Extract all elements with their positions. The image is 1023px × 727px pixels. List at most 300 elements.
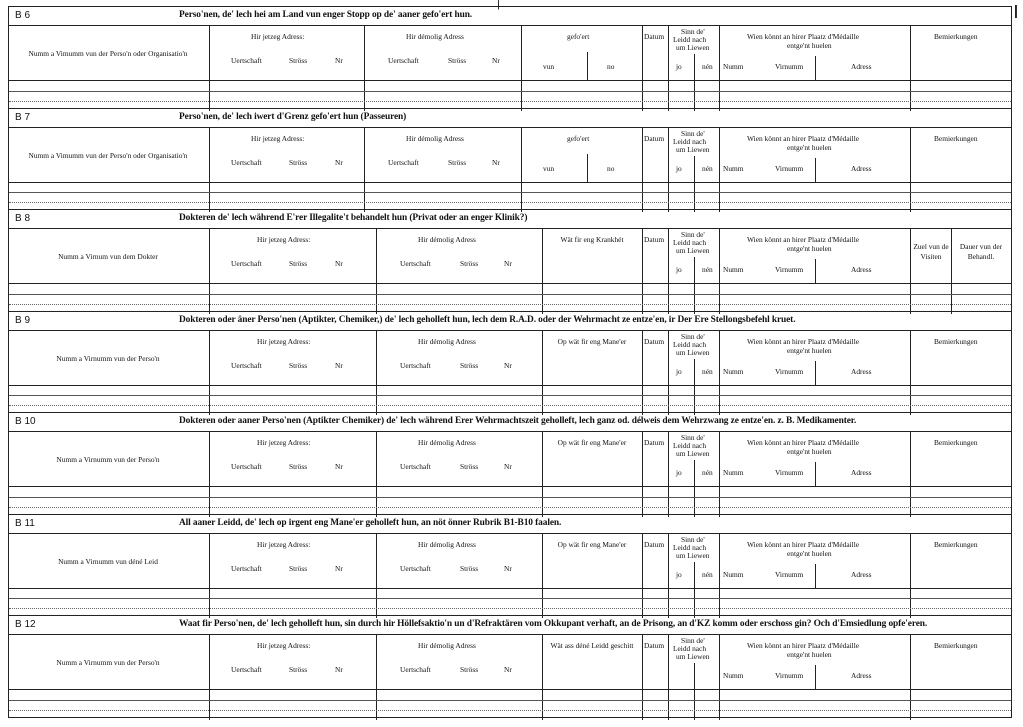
current-number-label: Nr xyxy=(335,157,343,167)
row-subdivider xyxy=(694,386,695,416)
name-column-header: Numm a Virnumm vun der Perso'n xyxy=(56,455,160,464)
row-column-divider xyxy=(668,284,669,314)
medal-address-label: Adress xyxy=(851,366,872,376)
from-label: vun xyxy=(543,62,555,71)
column-divider xyxy=(642,26,643,80)
row-column-divider xyxy=(910,183,911,213)
section-title-bar xyxy=(9,515,1011,534)
section-b12 xyxy=(9,616,1011,718)
medal-firstname-label: Virnumm xyxy=(775,468,804,477)
date-column-header: Datum xyxy=(644,336,665,346)
column-header-row xyxy=(9,26,1011,81)
column-divider xyxy=(668,229,669,283)
top-tick-mark: | xyxy=(497,0,500,10)
column-divider xyxy=(951,229,952,283)
medal-address-label: Adress xyxy=(851,468,872,477)
row-column-divider xyxy=(209,284,210,314)
alive-header-line2: Leidd nach xyxy=(673,238,707,247)
no-label: nén xyxy=(702,468,713,477)
extra-column-header: Op wät fir eng Mane'er xyxy=(557,438,627,447)
from-to-divider xyxy=(587,52,588,80)
alive-header-line3: um Liewen xyxy=(676,347,710,357)
no-label: nén xyxy=(702,265,713,274)
alive-header-line3: um Liewen xyxy=(676,144,710,154)
current-number-label: Nr xyxy=(335,563,343,573)
column-divider xyxy=(668,26,669,80)
row-column-divider xyxy=(642,386,643,416)
column-divider xyxy=(642,534,643,588)
medal-name-label: Numm xyxy=(723,569,744,579)
previous-address-header: Hir démolig Adress xyxy=(418,438,476,447)
remarks-header: Bemierkungen xyxy=(934,539,978,549)
row-column-divider xyxy=(668,81,669,111)
medal-firstname-label: Virnumm xyxy=(775,671,804,680)
alive-header-line3: um Liewen xyxy=(676,550,710,560)
section-title-bar xyxy=(9,312,1011,331)
extra-column-header: Op wät fir eng Mane'er xyxy=(557,539,627,549)
entry-rows[interactable] xyxy=(9,690,1011,720)
remarks-header: Bemierkungen xyxy=(934,32,978,41)
column-divider xyxy=(209,331,210,385)
row-subdivider xyxy=(694,284,695,314)
previous-street-label: Ströss xyxy=(460,563,479,573)
yes-no-divider xyxy=(694,257,695,283)
current-town-label: Uertschaft xyxy=(231,259,262,268)
alive-header-line1: Sinn de' xyxy=(681,27,705,36)
previous-address-header: Hir démolig Adress xyxy=(406,133,464,143)
column-divider xyxy=(209,635,210,689)
yes-no-divider xyxy=(694,663,695,689)
column-header-row xyxy=(9,229,1011,284)
yes-label: jo xyxy=(676,62,682,71)
row-subdivider xyxy=(694,690,695,720)
medal-name-label: Numm xyxy=(723,163,744,173)
row-subdivider xyxy=(694,487,695,517)
section-code: B 6 xyxy=(15,10,31,21)
entry-row-line xyxy=(9,395,1011,396)
section-code: B 11 xyxy=(15,517,35,529)
from-to-divider xyxy=(587,154,588,182)
column-divider xyxy=(668,534,669,588)
entry-rows[interactable] xyxy=(9,183,1011,213)
alive-header-line3: um Liewen xyxy=(676,652,710,661)
medal-header-line2: entge'nt huelen xyxy=(787,548,832,558)
entry-row-line xyxy=(9,608,1011,609)
section-title: Dokteren de' lech während E'rer Illegalite't behandelt hun (Privat oder an enger Klinik?) xyxy=(179,213,528,223)
previous-address-header: Hir démolig Adress xyxy=(418,336,476,346)
previous-street-label: Ströss xyxy=(448,56,467,65)
name-column-header: Numm a Virnumm vun der Perso'n xyxy=(56,353,160,363)
current-number-label: Nr xyxy=(335,360,343,370)
row-column-divider xyxy=(668,386,669,416)
current-street-label: Ströss xyxy=(289,56,308,65)
previous-town-label: Uertschaft xyxy=(388,56,419,65)
entry-rows[interactable] xyxy=(9,487,1011,517)
current-street-label: Ströss xyxy=(289,157,308,167)
entry-row-line xyxy=(9,710,1011,711)
remarks-header: Bemierkungen xyxy=(934,336,978,346)
medal-header-line2: entge'nt huelen xyxy=(787,244,832,253)
alive-header-line2: Leidd nach xyxy=(673,339,707,349)
current-town-label: Uertschaft xyxy=(231,462,262,471)
row-column-divider xyxy=(542,386,543,416)
entry-row-line xyxy=(9,405,1011,406)
column-divider xyxy=(910,26,911,80)
medal-address-label: Adress xyxy=(851,671,872,680)
row-column-divider xyxy=(910,284,911,314)
previous-number-label: Nr xyxy=(504,360,512,370)
column-divider xyxy=(209,229,210,283)
row-column-divider xyxy=(376,487,377,517)
row-column-divider xyxy=(910,386,911,416)
date-column-header: Datum xyxy=(644,32,665,41)
column-divider xyxy=(209,26,210,80)
row-column-divider xyxy=(376,690,377,720)
name-column-header: Numm a Virnumm vun der Perso'n xyxy=(56,658,160,667)
row-column-divider xyxy=(209,487,210,517)
current-number-label: Nr xyxy=(335,259,343,268)
section-title: Dokteren oder aaner Perso'nen (Aptikter Chemiker) de' lech während Erer Wehrmachtszeit geholleft, lech ganz od. délweis dem Wehrzwang ze entze'en. z. B. Medikamenter. xyxy=(179,416,857,426)
column-divider xyxy=(209,128,210,182)
medal-firstname-label: Virnumm xyxy=(775,62,804,71)
section-code: B 10 xyxy=(15,416,36,427)
current-street-label: Ströss xyxy=(289,462,308,471)
yes-no-divider xyxy=(694,562,695,588)
alive-header-line2: Leidd nach xyxy=(673,136,707,146)
row-column-divider xyxy=(719,81,720,111)
remarks-header: Bemierkungen xyxy=(934,133,978,143)
to-label: no xyxy=(607,163,615,173)
medal-header-line1: Wien könnt an hirer Plaatz d'Médaille xyxy=(747,133,860,143)
row-column-divider xyxy=(668,487,669,517)
section-b8 xyxy=(9,210,1011,312)
current-town-label: Uertschaft xyxy=(231,665,262,674)
previous-number-label: Nr xyxy=(504,563,512,573)
row-column-divider xyxy=(642,690,643,720)
previous-address-header: Hir démolig Adress xyxy=(418,641,476,650)
previous-number-label: Nr xyxy=(504,665,512,674)
entry-rows[interactable] xyxy=(9,589,1011,619)
name-column-header: Numm a Virnumm vun déné Leid xyxy=(58,556,158,566)
row-column-divider xyxy=(719,284,720,314)
row-subdivider xyxy=(694,183,695,213)
column-divider xyxy=(910,432,911,486)
current-number-label: Nr xyxy=(335,665,343,674)
medal-subdivider xyxy=(815,56,816,80)
column-divider xyxy=(719,229,720,283)
column-divider xyxy=(364,26,365,80)
date-column-header: Datum xyxy=(644,438,665,447)
medal-address-label: Adress xyxy=(851,265,872,274)
previous-town-label: Uertschaft xyxy=(400,563,431,573)
no-label: nén xyxy=(702,163,713,173)
yes-no-divider xyxy=(694,54,695,80)
medal-address-label: Adress xyxy=(851,569,872,579)
column-divider xyxy=(910,635,911,689)
column-divider xyxy=(542,534,543,588)
section-b11 xyxy=(9,515,1011,617)
medal-header-line2: entge'nt huelen xyxy=(787,142,832,152)
entry-rows[interactable] xyxy=(9,386,1011,416)
current-address-header: Hir jetzeg Adress: xyxy=(257,235,311,244)
row-column-divider xyxy=(910,81,911,111)
section-title: Perso'nen, de' lech iwert d'Grenz gefo'ert hun (Passeuren) xyxy=(179,111,407,122)
row-subdivider xyxy=(694,589,695,619)
row-column-divider xyxy=(910,487,911,517)
column-divider xyxy=(910,331,911,385)
no-label: nén xyxy=(702,62,713,71)
extra-column-header: Wät ass déné Leidd geschitt xyxy=(550,641,634,650)
alive-header-line1: Sinn de' xyxy=(681,433,705,442)
column-divider xyxy=(668,331,669,385)
column-divider xyxy=(719,635,720,689)
current-town-label: Uertschaft xyxy=(231,360,262,370)
row-column-divider xyxy=(951,284,952,314)
extra-column-header: Wät fir eng Krankhét xyxy=(560,235,624,244)
medal-subdivider xyxy=(815,462,816,486)
alive-header-line2: Leidd nach xyxy=(673,441,707,450)
row-subdivider xyxy=(694,81,695,111)
current-address-header: Hir jetzeg Adress: xyxy=(251,133,305,143)
column-divider xyxy=(642,432,643,486)
no-label: nén xyxy=(702,569,713,579)
previous-number-label: Nr xyxy=(492,157,500,167)
column-divider xyxy=(542,229,543,283)
alive-header-line2: Leidd nach xyxy=(673,35,707,44)
section-b9 xyxy=(9,312,1011,414)
section-title: Waat fir Perso'nen, de' lech geholleft hun, sin durch hir Höllefsaktio'n un d'Refraktären vom Okkupant verhaft, an de Prisong, an d'KZ komm oder erschoss gin? Och d'Emsiedlung opfe'eren. xyxy=(179,619,928,629)
column-divider xyxy=(642,128,643,182)
column-divider xyxy=(542,635,543,689)
yes-label: jo xyxy=(676,265,682,274)
current-address-header: Hir jetzeg Adress: xyxy=(257,336,311,346)
medal-name-label: Numm xyxy=(723,671,744,680)
column-header-row xyxy=(9,534,1011,589)
row-column-divider xyxy=(719,690,720,720)
current-town-label: Uertschaft xyxy=(231,563,262,573)
row-column-divider xyxy=(376,386,377,416)
column-header-row xyxy=(9,432,1011,487)
section-code: B 8 xyxy=(15,213,31,224)
column-divider xyxy=(542,331,543,385)
medal-firstname-label: Virnumm xyxy=(775,265,804,274)
previous-number-label: Nr xyxy=(492,56,500,65)
entry-row-line xyxy=(9,91,1011,92)
entry-row-line xyxy=(9,294,1011,295)
column-divider xyxy=(521,26,522,80)
extra-column-header: Op wät fir eng Mane'er xyxy=(557,336,627,346)
date-column-header: Datum xyxy=(644,539,665,549)
previous-address-header: Hir démolig Adress xyxy=(418,235,476,244)
section-b7 xyxy=(9,109,1011,211)
medal-firstname-label: Virnumm xyxy=(775,569,804,579)
column-divider xyxy=(719,26,720,80)
previous-street-label: Ströss xyxy=(448,157,467,167)
row-column-divider xyxy=(642,487,643,517)
current-street-label: Ströss xyxy=(289,563,308,573)
column-divider xyxy=(376,534,377,588)
medal-name-label: Numm xyxy=(723,265,744,274)
row-column-divider xyxy=(521,183,522,213)
section-title-bar xyxy=(9,109,1011,128)
medal-header-line1: Wien könnt an hirer Plaatz d'Médaille xyxy=(747,438,860,447)
column-divider xyxy=(668,635,669,689)
row-column-divider xyxy=(542,487,543,517)
alive-header-line1: Sinn de' xyxy=(681,534,705,544)
section-title-bar xyxy=(9,413,1011,432)
yes-no-divider xyxy=(694,460,695,486)
section-code: B 9 xyxy=(15,314,31,326)
column-divider xyxy=(719,432,720,486)
alive-header-line1: Sinn de' xyxy=(681,230,705,239)
row-column-divider xyxy=(542,589,543,619)
row-column-divider xyxy=(719,183,720,213)
column-header-row xyxy=(9,331,1011,386)
row-column-divider xyxy=(521,81,522,111)
column-divider xyxy=(364,128,365,182)
name-column-header: Numm a Vimumm vun der Perso'n oder Organisatio'n xyxy=(28,150,188,160)
previous-number-label: Nr xyxy=(504,259,512,268)
medal-subdivider xyxy=(815,361,816,385)
previous-number-label: Nr xyxy=(504,462,512,471)
yes-label: jo xyxy=(676,569,682,579)
row-column-divider xyxy=(719,487,720,517)
name-column-header: Numm a Vimumm vun der Perso'n oder Organisatio'n xyxy=(28,49,188,58)
alive-header-line2: Leidd nach xyxy=(673,542,707,552)
column-divider xyxy=(542,432,543,486)
section-b6 xyxy=(9,7,1011,109)
visits-count-header: Zuel vun de Visiten xyxy=(913,242,949,261)
previous-street-label: Ströss xyxy=(460,665,479,674)
column-divider xyxy=(910,534,911,588)
remarks-header: Bemierkungen xyxy=(934,438,978,447)
current-number-label: Nr xyxy=(335,56,343,65)
row-column-divider xyxy=(542,690,543,720)
to-label: no xyxy=(607,62,615,71)
current-street-label: Ströss xyxy=(289,360,308,370)
medal-address-label: Adress xyxy=(851,62,872,71)
date-column-header: Datum xyxy=(644,235,665,244)
column-divider xyxy=(668,128,669,182)
alive-header-line1: Sinn de' xyxy=(681,128,705,138)
entry-row-line xyxy=(9,304,1011,305)
section-title: Perso'nen, de' lech hei am Land vun enger Stopp op de' aaner gefo'ert hun. xyxy=(179,10,473,20)
entry-row-line xyxy=(9,202,1011,203)
transported-header: gefo'ert xyxy=(567,32,590,41)
yes-label: jo xyxy=(676,163,682,173)
entry-row-line xyxy=(9,497,1011,498)
section-title-bar xyxy=(9,7,1011,26)
column-divider xyxy=(209,534,210,588)
treatment-duration-header: Dauer vun der Behandl. xyxy=(959,242,1003,261)
previous-town-label: Uertschaft xyxy=(400,259,431,268)
previous-street-label: Ströss xyxy=(460,259,479,268)
row-column-divider xyxy=(364,183,365,213)
current-town-label: Uertschaft xyxy=(231,157,262,167)
entry-rows[interactable] xyxy=(9,81,1011,111)
row-column-divider xyxy=(364,81,365,111)
column-divider xyxy=(719,128,720,182)
medal-header-line2: entge'nt huelen xyxy=(787,41,832,50)
current-number-label: Nr xyxy=(335,462,343,471)
current-address-header: Hir jetzeg Adress: xyxy=(251,32,305,41)
alive-header-line3: um Liewen xyxy=(676,246,710,255)
current-address-header: Hir jetzeg Adress: xyxy=(257,438,311,447)
medal-firstname-label: Virnumm xyxy=(775,163,804,173)
medal-firstname-label: Virnumm xyxy=(775,366,804,376)
entry-row-line xyxy=(9,192,1011,193)
column-divider xyxy=(521,128,522,182)
previous-address-header: Hir démolig Adress xyxy=(406,32,464,41)
previous-street-label: Ströss xyxy=(460,360,479,370)
right-edge-mark: | xyxy=(1014,2,1018,18)
column-divider xyxy=(642,635,643,689)
medal-subdivider xyxy=(815,259,816,283)
yes-label: jo xyxy=(676,366,682,376)
medal-address-label: Adress xyxy=(851,163,872,173)
entry-row-line xyxy=(9,101,1011,102)
row-column-divider xyxy=(209,183,210,213)
current-town-label: Uertschaft xyxy=(231,56,262,65)
previous-address-header: Hir démolig Adress xyxy=(418,539,476,549)
medal-header-line2: entge'nt huelen xyxy=(787,650,832,659)
no-label: nén xyxy=(702,366,713,376)
entry-row-line xyxy=(9,700,1011,701)
column-divider xyxy=(719,331,720,385)
current-address-header: Hir jetzeg Adress: xyxy=(257,539,311,549)
column-divider xyxy=(209,432,210,486)
entry-row-line xyxy=(9,598,1011,599)
column-divider xyxy=(910,229,911,283)
row-column-divider xyxy=(719,386,720,416)
previous-town-label: Uertschaft xyxy=(400,462,431,471)
column-header-row xyxy=(9,128,1011,183)
row-column-divider xyxy=(542,284,543,314)
current-address-header: Hir jetzeg Adress: xyxy=(257,641,311,650)
section-title: All aaner Leidd, de' lech op irgent eng Mane'er geholleft hun, an nöt önner Rubrik B1-B10 faalen. xyxy=(179,517,562,528)
medal-subdivider xyxy=(815,665,816,689)
column-divider xyxy=(376,432,377,486)
current-street-label: Ströss xyxy=(289,665,308,674)
row-column-divider xyxy=(209,81,210,111)
alive-header-line2: Leidd nach xyxy=(673,644,707,653)
section-code: B 7 xyxy=(15,111,31,123)
row-column-divider xyxy=(668,183,669,213)
section-b10 xyxy=(9,413,1011,515)
yes-no-divider xyxy=(694,156,695,182)
row-column-divider xyxy=(376,284,377,314)
previous-town-label: Uertschaft xyxy=(388,157,419,167)
row-column-divider xyxy=(719,589,720,619)
entry-row-line xyxy=(9,507,1011,508)
medal-header-line1: Wien könnt an hirer Plaatz d'Médaille xyxy=(747,336,860,346)
row-column-divider xyxy=(910,690,911,720)
medal-name-label: Numm xyxy=(723,468,744,477)
column-divider xyxy=(642,331,643,385)
medal-header-line1: Wien könnt an hirer Plaatz d'Médaille xyxy=(747,32,860,41)
alive-header-line3: um Liewen xyxy=(676,43,710,52)
row-column-divider xyxy=(668,589,669,619)
medal-subdivider xyxy=(815,158,816,182)
medal-header-line2: entge'nt huelen xyxy=(787,447,832,456)
medal-header-line1: Wien könnt an hirer Plaatz d'Médaille xyxy=(747,235,860,244)
row-column-divider xyxy=(209,589,210,619)
row-column-divider xyxy=(910,589,911,619)
column-divider xyxy=(376,331,377,385)
section-title: Dokteren oder äner Perso'nen (Aptikter, Chemiker,) de' lech geholleft hun, lech dem R.A.D. oder der Wehrmacht ze entze'en, ir Der Ere Stellongsbefehl kruet. xyxy=(179,314,796,325)
entry-rows[interactable] xyxy=(9,284,1011,314)
alive-header-line1: Sinn de' xyxy=(681,331,705,341)
